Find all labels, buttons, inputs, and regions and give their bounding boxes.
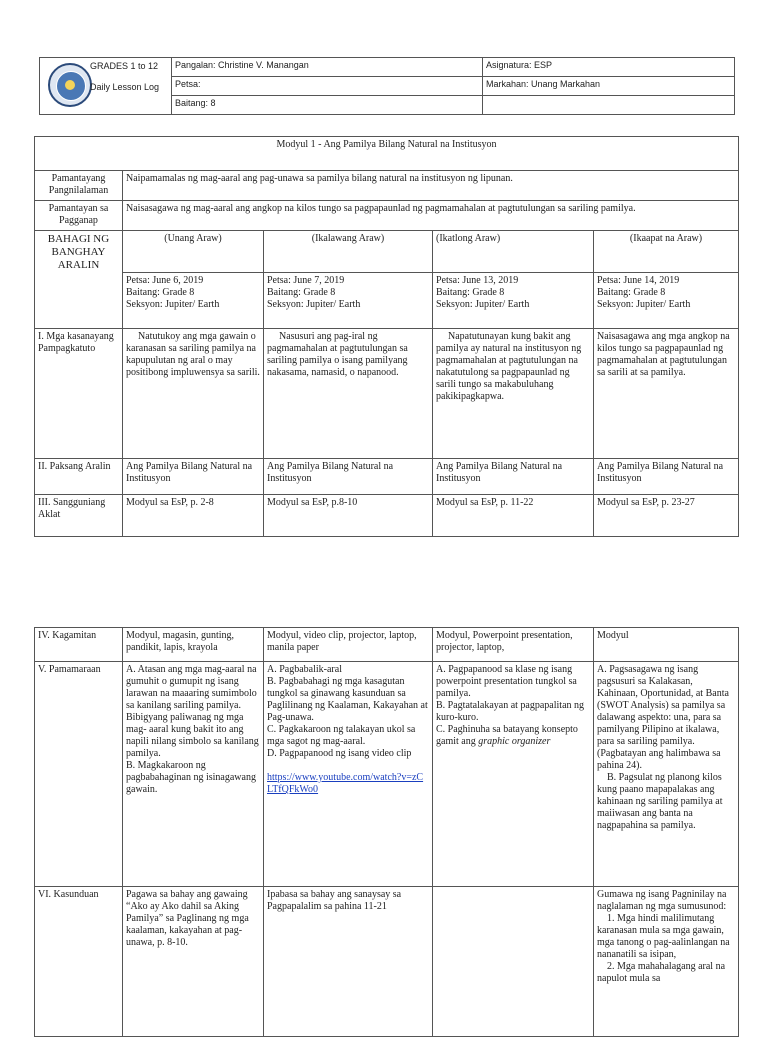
lesson-table-2	[34, 627, 739, 1037]
header-logo-cell	[40, 58, 172, 115]
graphic-organizer-text: graphic organizer	[478, 736, 551, 747]
day-3-info	[433, 273, 594, 329]
day-2-label: (Ikalawang Araw)	[264, 231, 433, 273]
day-1-info	[123, 273, 264, 329]
baitang-cell: Baitang: 8	[172, 96, 483, 115]
empty-header-cell	[483, 96, 735, 115]
day-1-baitang: Baitang: Grade 8	[126, 287, 195, 298]
day-1-label: (Unang Araw)	[123, 231, 264, 273]
pamamaraan-day-1-b: B. Magkakaroon ng pagbabahaginan ng isinagawang gawain.	[126, 760, 256, 795]
header-table	[39, 57, 735, 115]
kagamitan-day-3: Modyul, Powerpoint presentation, projector, laptop,	[433, 628, 594, 662]
kasanayang-day-4: Naisasagawa ang mga angkop na kilos tungo sa pagpapaunlad ng pagmamahalan at pagtutulungan sa sarili at sa pamilya.	[594, 329, 739, 459]
day-2-info	[264, 273, 433, 329]
kasanayang-day-1: Natutukoy ang mga gawain o karanasan sa sariling pamilya na kapupulutan ng aral o may positibong impluwensya sa sarili.	[123, 329, 264, 459]
sanggunian-day-1: Modyul sa EsP, p. 2-8	[123, 495, 264, 537]
pamamaraan-day-3-b: B. Pagtatalakayan at pagpapalitan ng kuro-kuro.	[436, 700, 585, 723]
pamamaraan-label: V. Pamamaraan	[35, 662, 123, 887]
pamamaraan-day-4	[594, 662, 739, 887]
pamamaraan-day-4-b: B. Pagsulat ng planong kilos kung paano mapapalakas ang kahinaan ng sariling pamilya at maiiwasan ang banta na nagpapahina sa pamilya.	[597, 772, 723, 831]
kagamitan-day-4: Modyul	[594, 628, 739, 662]
module-title: Modyul 1 - Ang Pamilya Bilang Natural na Institusyon	[35, 137, 739, 171]
pamamaraan-day-2	[264, 662, 433, 887]
pamamaraan-day-2-d: D. Pagpapanood ng isang video clip	[267, 748, 412, 759]
paksang-aralin-label: II. Paksang Aralin	[35, 459, 123, 495]
sanggunian-day-2: Modyul sa EsP, p.8-10	[264, 495, 433, 537]
pamamaraan-day-2-c: C. Pagkakaroon ng talakayan ukol sa mga sagot ng mag-aaral.	[267, 724, 416, 747]
pangalan-cell: Pangalan: Christine V. Manangan	[172, 58, 483, 77]
paksang-aralin-day-4: Ang Pamilya Bilang Natural na Institusyon	[594, 459, 739, 495]
pamantayang-pangnilalaman-label: Pamantayang Pangnilalaman	[35, 171, 123, 201]
markahan-cell: Markahan: Unang Markahan	[483, 77, 735, 96]
pamamaraan-day-3-c-text: C. Paghinuha sa batayang konsepto gamit ang	[436, 724, 578, 747]
day-2-seksyon: Seksyon: Jupiter/ Earth	[267, 299, 361, 310]
pamantayang-pangnilalaman-text: Naipamamalas ng mag-aaral ang pag-unawa sa pamilya bilang natural na institusyon ng lipunan.	[123, 171, 739, 201]
day-1-seksyon: Seksyon: Jupiter/ Earth	[126, 299, 220, 310]
kasanayang-day-2: Nasusuri ang pag-iral ng pagmamahalan at pagtutulungan sa sariling pamilya o isang pamilyang nakasama, namasid, o napanood.	[264, 329, 433, 459]
kasanayang-label: I. Mga kasanayang Pampagkatuto	[35, 329, 123, 459]
day-4-info	[594, 273, 739, 329]
kasunduan-day-4	[594, 887, 739, 1037]
kagamitan-day-2: Modyul, video clip, projector, laptop, manila paper	[264, 628, 433, 662]
day-3-baitang: Baitang: Grade 8	[436, 287, 505, 298]
pamamaraan-day-3	[433, 662, 594, 887]
paksang-aralin-day-1: Ang Pamilya Bilang Natural na Institusyon	[123, 459, 264, 495]
day-2-petsa: Petsa: June 7, 2019	[267, 275, 345, 286]
pamamaraan-day-3-a: A. Pagpapanood sa klase ng isang powerpoint presentation tungkol sa pamilya.	[436, 664, 577, 699]
kasunduan-day-3	[433, 887, 594, 1037]
paksang-aralin-day-2: Ang Pamilya Bilang Natural na Institusyon	[264, 459, 433, 495]
day-4-baitang: Baitang: Grade 8	[597, 287, 666, 298]
day-1-petsa: Petsa: June 6, 2019	[126, 275, 204, 286]
pamamaraan-day-2-b: B. Pagbabahagi ng mga kasagutan tungkol sa ginawang kasunduan sa Paglilinang ng Kaalaman, Kakayahan at Pag-unawa.	[267, 676, 428, 723]
kasunduan-day-4-item-2: 2. Mga mahahalagang aral na napulot mula sa	[597, 961, 726, 984]
kagamitan-day-1: Modyul, magasin, gunting, pandikit, lapis, krayola	[123, 628, 264, 662]
kagamitan-label: IV. Kagamitan	[35, 628, 123, 662]
sanggunian-label: III. Sangguniang Aklat	[35, 495, 123, 537]
kasunduan-label: VI. Kasunduan	[35, 887, 123, 1037]
bahagi-label: BAHAGI NG BANGHAY ARALIN	[35, 231, 123, 329]
youtube-video-link[interactable]: https://www.youtube.com/watch?v=zCLTfQFkWo0	[267, 772, 424, 795]
day-3-petsa: Petsa: June 13, 2019	[436, 275, 519, 286]
pamantayan-sa-pagganap-label: Pamantayan sa Pagganap	[35, 201, 123, 231]
day-3-label: (Ikatlong Araw)	[433, 231, 594, 273]
daily-lesson-log-label: Daily Lesson Log	[90, 82, 160, 92]
kasunduan-day-1: Pagawa sa bahay ang gawaing “Ako ay Ako dahil sa Aking Pamilya” sa Paglinang ng mga kaalaman, kakayahan at pag-unawa, p. 8-10.	[123, 887, 264, 1037]
pamamaraan-day-3-c	[436, 724, 590, 748]
day-4-label: (Ikaapat na Araw)	[594, 231, 739, 273]
sanggunian-day-3: Modyul sa EsP, p. 11-22	[433, 495, 594, 537]
kasunduan-day-4-intro: Gumawa ng isang Pagninilay na naglalaman ng mga sumusunod:	[597, 889, 727, 912]
pamamaraan-day-4-a: A. Pagsasagawa ng isang pagsusuri sa Kalakasan, Kahinaan, Oportunidad, at Banta (SWOT Analysis) sa pamilya sa dalawang aspekto: una, para sa pamilyang Pilipino at ikalawa, para sa sariling pamilya. (Pagbatayan ang halimbawa sa pahina 24).	[597, 664, 729, 771]
grades-label: GRADES 1 to 12	[90, 61, 159, 71]
lesson-table-1	[34, 136, 739, 537]
petsa-cell: Petsa:	[172, 77, 483, 96]
day-3-seksyon: Seksyon: Jupiter/ Earth	[436, 299, 530, 310]
day-2-baitang: Baitang: Grade 8	[267, 287, 336, 298]
kasanayang-day-3: Napatutunayan kung bakit ang pamilya ay natural na institusyon ng pagmamahalan at pagtutulungan na nakatutulong sa pagpapaunlad ng sarili tungo sa makabuluhang pakikipagkapwa.	[433, 329, 594, 459]
pamamaraan-day-2-a: A. Pagbabalik-aral	[267, 664, 342, 675]
pamantayan-sa-pagganap-text: Naisasagawa ng mag-aaral ang angkop na kilos tungo sa pagpapaunlad ng pagmamahalan at pagtutulungan sa sariling pamilya.	[123, 201, 739, 231]
pamamaraan-day-1	[123, 662, 264, 887]
paksang-aralin-day-3: Ang Pamilya Bilang Natural na Institusyon	[433, 459, 594, 495]
day-4-seksyon: Seksyon: Jupiter/ Earth	[597, 299, 691, 310]
sanggunian-day-4: Modyul sa EsP, p. 23-27	[594, 495, 739, 537]
kasunduan-day-4-item-1: 1. Mga hindi malilimutang karanasan mula sa mga gawain, mga tanong o pag-aalinlangan na nananatili sa isipan,	[597, 913, 730, 960]
pamamaraan-day-1-a: A. Atasan ang mga mag-aaral na gumuhit o gumupit ng isang larawan na maaaring sumimbolo sa kanilang sariling pamilya. Bibigyang paliwanag ng mga mag- aaral kung bakit ito ang napili nilang simbolo sa kanilang pamilya.	[126, 664, 259, 759]
day-4-petsa: Petsa: June 14, 2019	[597, 275, 680, 286]
asignatura-cell: Asignatura: ESP	[483, 58, 735, 77]
kasunduan-day-2: Ipabasa sa bahay ang sanaysay sa Pagpapalalim sa pahina 11-21	[264, 887, 433, 1037]
